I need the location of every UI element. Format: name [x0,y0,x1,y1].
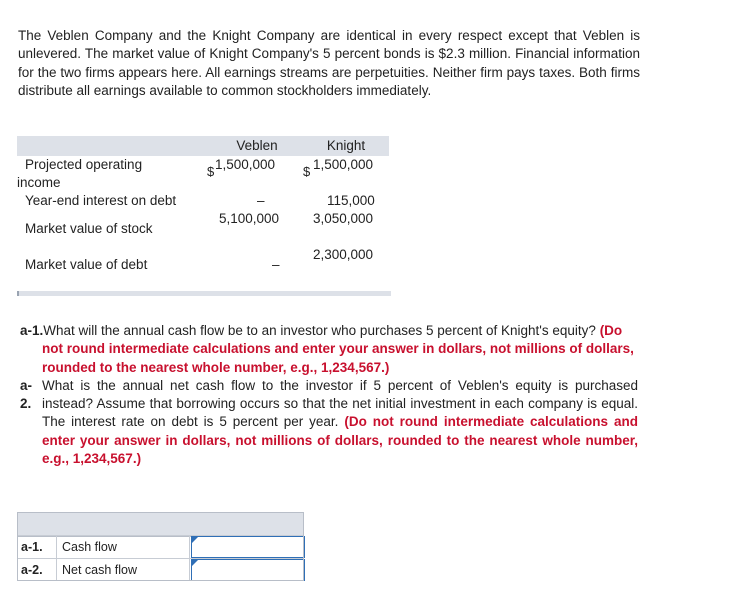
cash-flow-input[interactable] [191,536,305,558]
answer-table-header [17,512,304,537]
knight-stock: 3,050,000 [313,211,374,226]
veblen-operating-income: 1,500,000 [215,157,276,172]
question-a2-text: What is the annual net cash flow to the investor if 5 percent of Veblen's equity is purchased instead? Assume that borrowing occurs so that the net initial investment in each company is equal. The interest rate on debt is 5 percent per year. [42,377,638,430]
problem-intro [18,27,640,100]
answer-table [17,512,304,577]
net-cash-flow-input[interactable] [191,559,305,581]
answer-a1-label: Cash flow [58,536,190,558]
question-a2-number-1: a- [20,377,33,393]
question-a1 [20,322,638,377]
currency-symbol: $ [207,164,215,179]
veblen-debt: – [272,257,280,272]
row-label-operating-income-2: income [17,175,61,190]
row-label-operating-income-1: Projected operating [25,157,143,172]
answer-a1-number: a-1. [17,536,57,558]
knight-interest: 115,000 [327,193,375,208]
knight-debt: 2,300,000 [313,247,374,262]
question-a1-text: What will the annual cash flow be to an investor who purchases 5 percent of Knight's equity? [43,323,596,338]
veblen-interest: – [257,193,265,208]
col-header-knight: Knight [326,138,366,153]
row-label-debt: Market value of debt [25,257,148,272]
question-a1-number: a-1. [20,323,44,338]
row-label-stock: Market value of stock [25,221,153,236]
answer-row-a2 [17,559,304,582]
row-label-interest: Year-end interest on debt [25,193,177,208]
knight-operating-income: 1,500,000 [313,157,374,172]
question-a2-number-2: 2. [20,396,32,412]
questions [20,322,638,468]
table-footer-bar [17,291,391,296]
col-header-veblen: Veblen [236,138,278,153]
question-a2 [20,377,638,468]
answer-a2-label: Net cash flow [58,559,190,581]
veblen-stock: 5,100,000 [219,211,280,226]
question-a2-note: (Do not round intermediate calculations and enter your answer in dollars, not millions of dollars, rounded to the nearest whole number, e.g., 1,234,567.) [42,414,638,467]
answer-a2-number: a-2. [17,559,57,581]
answer-row-a1 [17,536,304,559]
intro-text: The Veblen Company and the Knight Company are identical in every respect except that Veblen is unlevered. The market value of Knight Company's 5 percent bonds is $2.3 million. Financial information for the two firms appears here. All earnings streams are perpetuities. Neither firm pays taxes. Both firms distribute all earnings available to common stockholders immediately. [18,28,640,98]
question-a1-note: (Do not round intermediate calculations and enter your answer in dollars, not millions of dollars, rounded to the nearest whole number, e.g., 1,234,567.) [42,323,634,375]
currency-symbol: $ [303,164,311,179]
